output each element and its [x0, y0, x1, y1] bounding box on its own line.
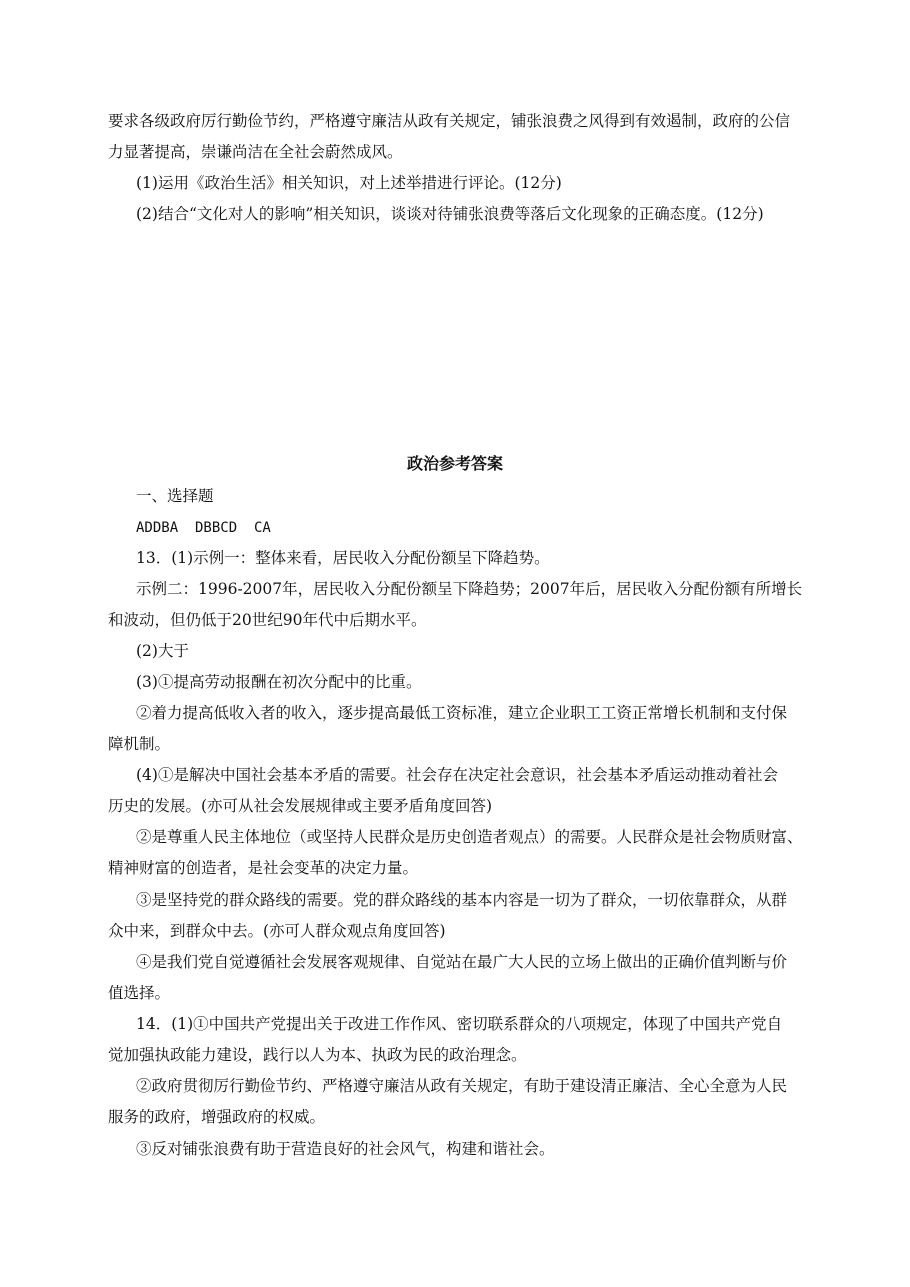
- answer-title: 政治参考答案: [406, 454, 503, 473]
- answer-line: (4)①是解决中国社会基本矛盾的需要。社会存在决定社会意识，社会基本矛盾运动推动着社会: [136, 766, 778, 784]
- section-heading: 一、选择题: [136, 487, 214, 505]
- answer-line: 14．(1)①中国共产党提出关于改进工作作风、密切联系群众的八项规定，体现了中国共产党自: [136, 1015, 783, 1033]
- sub-question-1: (1)运用《政治生活》相关知识，对上述举措进行评论。(12分): [136, 174, 562, 192]
- answer-line: ②着力提高低收入者的收入，逐步提高最低工资标准，建立企业职工工资正常增长机制和支付保: [136, 704, 788, 722]
- answer-line: ③反对铺张浪费有助于营造良好的社会风气，构建和谐社会。: [136, 1140, 555, 1158]
- sub-question-2: (2)结合“文化对人的影响”相关知识，谈谈对待铺张浪费等落后文化现象的正确态度。(12分): [136, 205, 764, 223]
- answer-line: 示例二：1996-2007年，居民收入分配份额呈下降趋势；2007年后，居民收入分配份额有所增长: [136, 580, 803, 598]
- answer-line: 精神财富的创造者，是社会变革的决定力量。: [108, 859, 419, 877]
- answer-line: 历史的发展。(亦可从社会发展规律或主要矛盾角度回答): [108, 797, 493, 815]
- answer-line: 众中来，到群众中去。(亦可人群众观点角度回答): [108, 922, 446, 940]
- answer-line: ②是尊重人民主体地位（或坚持人民群众是历史创造者观点）的需要。人民群众是社会物质财富、: [136, 828, 803, 846]
- answer-line: ③是坚持党的群众路线的需要。党的群众路线的基本内容是一切为了群众，一切依靠群众，从群: [136, 891, 788, 909]
- answer-line: 13．(1)示例一：整体来看，居民收入分配份额呈下降趋势。: [136, 549, 550, 567]
- choice-answers: ADDBA DBBCD CA: [136, 520, 271, 536]
- answer-line: 值选择。: [108, 984, 171, 1002]
- question-text-line: 力显著提高，崇谦尚洁在全社会蔚然成风。: [108, 143, 403, 161]
- answer-line: ④是我们党自觉遵循社会发展客观规律、自觉站在最广大人民的立场上做出的正确价值判断与价: [136, 953, 788, 971]
- answer-line: (2)大于: [136, 642, 189, 660]
- answer-line: 服务的政府，增强政府的权威。: [108, 1108, 326, 1126]
- answer-line: 和波动，但仍低于20世纪90年代中后期水平。: [108, 611, 427, 629]
- answer-line: 觉加强执政能力建设，践行以人为本、执政为民的政治理念。: [108, 1046, 527, 1064]
- question-text-line: 要求各级政府厉行勤俭节约，严格遵守廉洁从政有关规定，铺张浪费之风得到有效遏制，政府的公信: [108, 112, 791, 130]
- answer-line: (3)①提高劳动报酬在初次分配中的比重。: [136, 673, 422, 691]
- answer-line: 障机制。: [108, 735, 171, 753]
- answer-line: ②政府贯彻厉行勤俭节约、严格遵守廉洁从政有关规定，有助于建设清正廉洁、全心全意为人民: [136, 1077, 788, 1095]
